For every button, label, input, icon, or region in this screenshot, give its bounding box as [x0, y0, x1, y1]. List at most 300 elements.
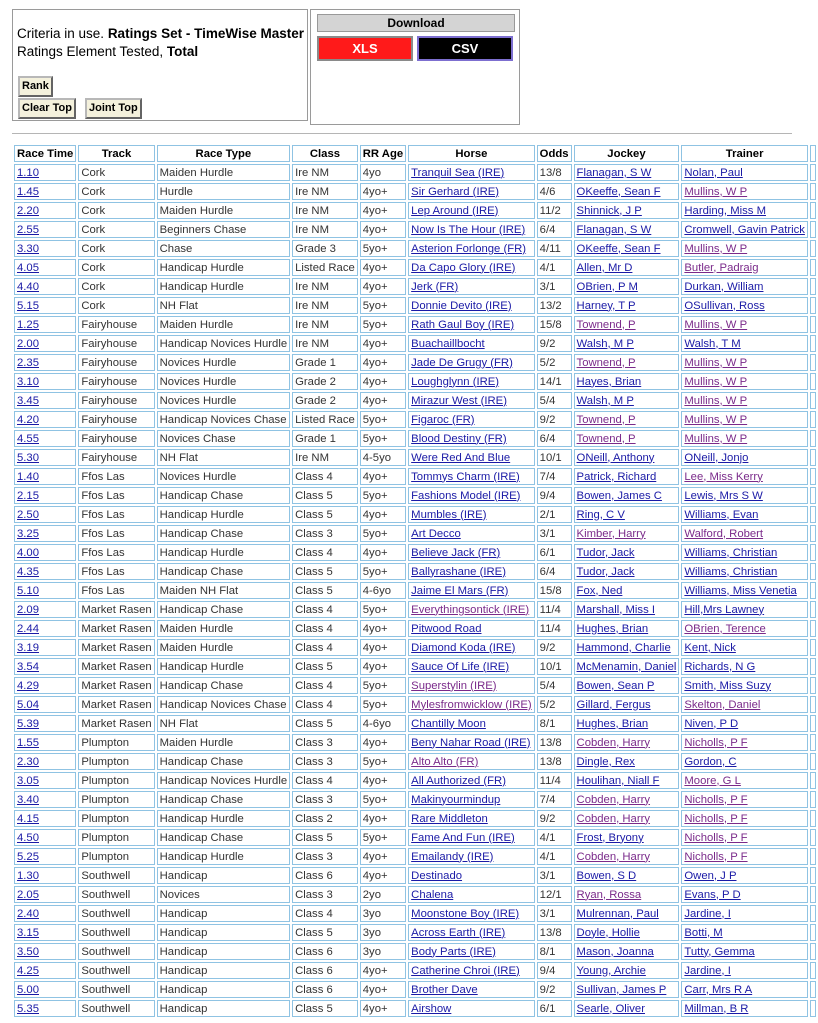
race-time-link[interactable]: 4.25: [17, 964, 39, 977]
jockey-link[interactable]: Cobden, Harry: [576, 812, 651, 825]
criteria-ratings-set: [17, 26, 304, 41]
race-time-link[interactable]: 5.35: [17, 1002, 39, 1015]
race-time-cell: [14, 639, 76, 656]
horse-link[interactable]: Diamond Koda (IRE): [411, 641, 516, 654]
odds-cell: 13/8: [537, 753, 572, 770]
trainer-link[interactable]: Harding, Miss M: [684, 204, 766, 217]
horse-link[interactable]: Chantilly Moon: [411, 717, 486, 730]
track-cell: Ffos Las: [78, 468, 154, 485]
criteria-panel: [12, 9, 308, 121]
jockey-link[interactable]: Searle, Oliver: [576, 1002, 645, 1015]
trainer-link[interactable]: Williams, Christian: [684, 565, 778, 578]
race-time-link[interactable]: 5.15: [17, 299, 39, 312]
trainer-link[interactable]: Walford, Robert: [684, 527, 764, 540]
horse-cell: [408, 221, 535, 238]
race-time-link[interactable]: 1.40: [17, 470, 39, 483]
horse-cell: [408, 620, 535, 637]
race-time-cell: [14, 582, 76, 599]
race-time-cell: [14, 696, 76, 713]
jockey-link[interactable]: Townend, P: [576, 318, 636, 331]
jockey-link[interactable]: Mason, Joanna: [576, 945, 654, 958]
table-row: [14, 221, 816, 238]
race-time-link[interactable]: 3.25: [17, 527, 39, 540]
horse-cell: [408, 601, 535, 618]
class-cell: Listed Race: [292, 411, 358, 428]
jockey-link[interactable]: Townend, P: [576, 356, 636, 369]
trainer-link[interactable]: ONeill, Jonjo: [684, 451, 749, 464]
overflow-cell: [810, 981, 816, 998]
horse-link[interactable]: Donnie Devito (IRE): [411, 299, 512, 312]
rr-age-cell: 4-6yo: [360, 715, 406, 732]
xls-download-button[interactable]: XLS: [317, 36, 413, 61]
jockey-link[interactable]: Allen, Mr D: [576, 261, 633, 274]
track-cell: Southwell: [78, 867, 154, 884]
jockey-link[interactable]: Cobden, Harry: [576, 736, 651, 749]
horse-link[interactable]: Rare Middleton: [411, 812, 488, 825]
horse-link[interactable]: Jaime El Mars (FR): [411, 584, 509, 597]
jockey-link[interactable]: Patrick, Richard: [576, 470, 657, 483]
race-time-cell: [14, 715, 76, 732]
odds-cell: 4/11: [537, 240, 572, 257]
race-time-link[interactable]: 5.30: [17, 451, 39, 464]
trainer-link[interactable]: Moore, G L: [684, 774, 741, 787]
trainer-link[interactable]: Hill,Mrs Lawney: [684, 603, 765, 616]
race-time-link[interactable]: 4.15: [17, 812, 39, 825]
race-time-link[interactable]: 2.09: [17, 603, 39, 616]
jockey-link[interactable]: Kimber, Harry: [576, 527, 646, 540]
horse-cell: [408, 449, 535, 466]
trainer-link[interactable]: Tutty, Gemma: [684, 945, 755, 958]
jockey-link[interactable]: Hughes, Brian: [576, 717, 649, 730]
race-time-link[interactable]: 4.35: [17, 565, 39, 578]
rr-age-cell: 5yo+: [360, 411, 406, 428]
horse-link[interactable]: Mylesfromwicklow (IRE): [411, 698, 532, 711]
track-cell: Ffos Las: [78, 544, 154, 561]
jockey-cell: [574, 601, 680, 618]
jockey-link[interactable]: OKeeffe, Sean F: [576, 242, 661, 255]
race-type-cell: NH Flat: [157, 449, 290, 466]
rr-age-cell: 4yo+: [360, 354, 406, 371]
trainer-link[interactable]: Millman, B R: [684, 1002, 749, 1015]
trainer-link[interactable]: Richards, N G: [684, 660, 756, 673]
trainer-link[interactable]: Nicholls, P F: [684, 793, 748, 806]
trainer-cell: [681, 411, 808, 428]
race-time-link[interactable]: 5.39: [17, 717, 39, 730]
race-time-cell: [14, 354, 76, 371]
horse-link[interactable]: Loughglynn (IRE): [411, 375, 500, 388]
horse-cell: [408, 582, 535, 599]
trainer-cell: [681, 183, 808, 200]
trainer-link[interactable]: Nicholls, P F: [684, 812, 748, 825]
trainer-link[interactable]: Skelton, Daniel: [684, 698, 761, 711]
trainer-link[interactable]: Niven, P D: [684, 717, 739, 730]
overflow-cell: [810, 905, 816, 922]
trainer-cell: [681, 867, 808, 884]
horse-link[interactable]: Alto Alto (FR): [411, 755, 479, 768]
jockey-link[interactable]: Tudor, Jack: [576, 546, 635, 559]
race-time-link[interactable]: 3.40: [17, 793, 39, 806]
race-time-cell: [14, 962, 76, 979]
race-time-link[interactable]: 4.55: [17, 432, 39, 445]
odds-cell: 3/1: [537, 525, 572, 542]
race-time-link[interactable]: 4.29: [17, 679, 39, 692]
jockey-link[interactable]: Hammond, Charlie: [576, 641, 671, 654]
header-track: Track: [78, 145, 154, 162]
jockey-cell: [574, 677, 680, 694]
overflow-cell: [810, 544, 816, 561]
horse-cell: [408, 867, 535, 884]
race-time-cell: [14, 449, 76, 466]
race-time-link[interactable]: 4.50: [17, 831, 39, 844]
table-row: [14, 1000, 816, 1017]
track-cell: Market Rasen: [78, 639, 154, 656]
overflow-cell: [810, 240, 816, 257]
jockey-link[interactable]: ONeill, Anthony: [576, 451, 655, 464]
clear-top-button[interactable]: Clear Top: [18, 98, 76, 119]
jockey-link[interactable]: OBrien, P M: [576, 280, 638, 293]
criteria-element: [17, 44, 198, 59]
odds-cell: 6/1: [537, 1000, 572, 1017]
horse-link[interactable]: Sauce Of Life (IRE): [411, 660, 510, 673]
race-time-link[interactable]: 2.55: [17, 223, 39, 236]
trainer-link[interactable]: Mullins, W P: [684, 242, 748, 255]
trainer-link[interactable]: Nicholls, P F: [684, 736, 748, 749]
horse-link[interactable]: Chalena: [411, 888, 454, 901]
horse-link[interactable]: Fame And Fun (IRE): [411, 831, 515, 844]
horse-link[interactable]: Blood Destiny (FR): [411, 432, 507, 445]
overflow-cell: [810, 943, 816, 960]
trainer-cell: [681, 487, 808, 504]
race-time-link[interactable]: 2.05: [17, 888, 39, 901]
horse-link[interactable]: All Authorized (FR): [411, 774, 506, 787]
trainer-link[interactable]: Kent, Nick: [684, 641, 736, 654]
rr-age-cell: 4yo+: [360, 278, 406, 295]
rank-button[interactable]: Rank: [18, 76, 53, 97]
horse-link[interactable]: Art Decco: [411, 527, 461, 540]
track-cell: Fairyhouse: [78, 411, 154, 428]
track-cell: Market Rasen: [78, 696, 154, 713]
jockey-link[interactable]: OKeeffe, Sean F: [576, 185, 661, 198]
race-time-link[interactable]: 2.50: [17, 508, 39, 521]
horse-link[interactable]: Destinado: [411, 869, 463, 882]
horse-link[interactable]: Ballyrashane (IRE): [411, 565, 506, 578]
horse-link[interactable]: Sir Gerhard (IRE): [411, 185, 500, 198]
horse-link[interactable]: Were Red And Blue: [411, 451, 511, 464]
rr-age-cell: 5yo+: [360, 525, 406, 542]
trainer-link[interactable]: Williams, Evan: [684, 508, 759, 521]
race-time-link[interactable]: 4.20: [17, 413, 39, 426]
header-trainer: Trainer: [681, 145, 808, 162]
race-time-link[interactable]: 3.05: [17, 774, 39, 787]
trainer-link[interactable]: Mullins, W P: [684, 432, 748, 445]
header-race-time: Race Time: [14, 145, 76, 162]
race-time-link[interactable]: 4.05: [17, 261, 39, 274]
race-time-cell: [14, 753, 76, 770]
jockey-link[interactable]: Dingle, Rex: [576, 755, 635, 768]
jockey-link[interactable]: Hayes, Brian: [576, 375, 642, 388]
trainer-link[interactable]: Mullins, W P: [684, 375, 748, 388]
horse-link[interactable]: Fashions Model (IRE): [411, 489, 521, 502]
race-time-link[interactable]: 1.30: [17, 869, 39, 882]
horse-link[interactable]: Da Capo Glory (IRE): [411, 261, 516, 274]
horse-link[interactable]: Catherine Chroi (IRE): [411, 964, 520, 977]
race-time-cell: [14, 259, 76, 276]
table-row: [14, 335, 816, 352]
track-cell: Cork: [78, 202, 154, 219]
race-time-cell: [14, 601, 76, 618]
trainer-link[interactable]: Walsh, T M: [684, 337, 741, 350]
race-type-cell: Maiden Hurdle: [157, 639, 290, 656]
jockey-link[interactable]: Cobden, Harry: [576, 793, 651, 806]
jockey-link[interactable]: McMenamin, Daniel: [576, 660, 677, 673]
race-time-link[interactable]: 3.50: [17, 945, 39, 958]
horse-link[interactable]: Airshow: [411, 1002, 452, 1015]
csv-download-button[interactable]: CSV: [417, 36, 513, 61]
joint-top-button[interactable]: Joint Top: [85, 98, 142, 119]
track-cell: Plumpton: [78, 791, 154, 808]
trainer-link[interactable]: Mullins, W P: [684, 318, 748, 331]
race-time-link[interactable]: 2.30: [17, 755, 39, 768]
track-cell: Plumpton: [78, 772, 154, 789]
horse-cell: [408, 468, 535, 485]
jockey-link[interactable]: Houlihan, Niall F: [576, 774, 660, 787]
horse-link[interactable]: Lep Around (IRE): [411, 204, 499, 217]
track-cell: Ffos Las: [78, 525, 154, 542]
trainer-link[interactable]: Smith, Miss Suzy: [684, 679, 771, 692]
trainer-link[interactable]: Lee, Miss Kerry: [684, 470, 763, 483]
jockey-link[interactable]: Ryan, Rossa: [576, 888, 642, 901]
rr-age-cell: 4yo: [360, 164, 406, 181]
jockey-link[interactable]: Bowen, James C: [576, 489, 662, 502]
table-row: [14, 202, 816, 219]
trainer-link[interactable]: Nicholls, P F: [684, 850, 748, 863]
trainer-link[interactable]: Botti, M: [684, 926, 723, 939]
jockey-link[interactable]: Young, Archie: [576, 964, 646, 977]
horse-link[interactable]: Superstylin (IRE): [411, 679, 497, 692]
overflow-cell: [810, 715, 816, 732]
trainer-link[interactable]: OBrien, Terence: [684, 622, 766, 635]
horse-cell: [408, 259, 535, 276]
table-row: [14, 582, 816, 599]
horse-link[interactable]: Rath Gaul Boy (IRE): [411, 318, 515, 331]
race-time-link[interactable]: 3.19: [17, 641, 39, 654]
race-time-link[interactable]: 3.10: [17, 375, 39, 388]
odds-cell: 4/1: [537, 259, 572, 276]
race-time-link[interactable]: 2.44: [17, 622, 39, 635]
race-type-cell: NH Flat: [157, 297, 290, 314]
race-time-cell: [14, 278, 76, 295]
divider: [12, 133, 792, 134]
rr-age-cell: 5yo+: [360, 430, 406, 447]
horse-link[interactable]: Makinyourmindup: [411, 793, 501, 806]
table-row: [14, 924, 816, 941]
race-time-link[interactable]: 1.45: [17, 185, 39, 198]
trainer-cell: [681, 658, 808, 675]
race-time-link[interactable]: 2.00: [17, 337, 39, 350]
overflow-cell: [810, 867, 816, 884]
horse-link[interactable]: Jerk (FR): [411, 280, 459, 293]
trainer-cell: [681, 1000, 808, 1017]
trainer-link[interactable]: Jardine, I: [684, 907, 731, 920]
jockey-cell: [574, 183, 680, 200]
rr-age-cell: 4yo+: [360, 867, 406, 884]
jockey-link[interactable]: Gillard, Fergus: [576, 698, 651, 711]
race-time-cell: [14, 886, 76, 903]
race-time-cell: [14, 430, 76, 447]
race-time-link[interactable]: 2.15: [17, 489, 39, 502]
horse-link[interactable]: Beny Nahar Road (IRE): [411, 736, 531, 749]
horse-link[interactable]: Across Earth (IRE): [411, 926, 506, 939]
odds-cell: 10/1: [537, 658, 572, 675]
track-cell: Ffos Las: [78, 582, 154, 599]
odds-cell: 5/4: [537, 677, 572, 694]
jockey-link[interactable]: Mulrennan, Paul: [576, 907, 659, 920]
race-time-link[interactable]: 2.35: [17, 356, 39, 369]
trainer-link[interactable]: Gordon, C: [684, 755, 737, 768]
rr-age-cell: 4yo+: [360, 639, 406, 656]
horse-link[interactable]: Mirazur West (IRE): [411, 394, 507, 407]
trainer-link[interactable]: Williams, Christian: [684, 546, 778, 559]
odds-cell: 12/1: [537, 886, 572, 903]
table-row: [14, 278, 816, 295]
race-time-link[interactable]: 2.20: [17, 204, 39, 217]
horse-link[interactable]: Now Is The Hour (IRE): [411, 223, 526, 236]
trainer-link[interactable]: Evans, P D: [684, 888, 741, 901]
jockey-link[interactable]: Walsh, M P: [576, 394, 634, 407]
jockey-link[interactable]: Cobden, Harry: [576, 850, 651, 863]
trainer-cell: [681, 791, 808, 808]
overflow-cell: [810, 316, 816, 333]
trainer-cell: [681, 316, 808, 333]
race-time-cell: [14, 392, 76, 409]
horse-link[interactable]: Body Parts (IRE): [411, 945, 496, 958]
trainer-link[interactable]: Williams, Miss Venetia: [684, 584, 797, 597]
jockey-link[interactable]: Walsh, M P: [576, 337, 634, 350]
race-time-cell: [14, 544, 76, 561]
trainer-link[interactable]: Cromwell, Gavin Patrick: [684, 223, 805, 236]
jockey-link[interactable]: Bowen, Sean P: [576, 679, 655, 692]
horse-link[interactable]: Figaroc (FR): [411, 413, 475, 426]
overflow-cell: [810, 753, 816, 770]
trainer-link[interactable]: Butler, Padraig: [684, 261, 759, 274]
jockey-link[interactable]: Doyle, Hollie: [576, 926, 640, 939]
jockey-link[interactable]: Shinnick, J P: [576, 204, 642, 217]
class-cell: Class 4: [292, 677, 358, 694]
jockey-link[interactable]: Bowen, S D: [576, 869, 637, 882]
horse-link[interactable]: Believe Jack (FR): [411, 546, 501, 559]
track-cell: Market Rasen: [78, 658, 154, 675]
jockey-link[interactable]: Marshall, Miss I: [576, 603, 656, 616]
horse-link[interactable]: Brother Dave: [411, 983, 478, 996]
class-cell: Class 5: [292, 924, 358, 941]
race-time-link[interactable]: 5.25: [17, 850, 39, 863]
horse-cell: [408, 278, 535, 295]
header-jockey: Jockey: [574, 145, 680, 162]
horse-link[interactable]: Pitwood Road: [411, 622, 482, 635]
trainer-link[interactable]: Mullins, W P: [684, 413, 748, 426]
horse-link[interactable]: Asterion Forlonge (FR): [411, 242, 527, 255]
horse-cell: [408, 734, 535, 751]
trainer-link[interactable]: Mullins, W P: [684, 394, 748, 407]
race-time-link[interactable]: 1.55: [17, 736, 39, 749]
race-time-link[interactable]: 5.04: [17, 698, 39, 711]
horse-link[interactable]: Tranquil Sea (IRE): [411, 166, 505, 179]
race-results-table: [12, 143, 818, 1019]
jockey-link[interactable]: Ring, C V: [576, 508, 625, 521]
race-time-link[interactable]: 3.45: [17, 394, 39, 407]
jockey-link[interactable]: Townend, P: [576, 432, 636, 445]
track-cell: Ffos Las: [78, 563, 154, 580]
jockey-cell: [574, 696, 680, 713]
jockey-cell: [574, 753, 680, 770]
trainer-link[interactable]: Lewis, Mrs S W: [684, 489, 763, 502]
track-cell: Fairyhouse: [78, 354, 154, 371]
race-time-link[interactable]: 1.10: [17, 166, 39, 179]
horse-link[interactable]: Everythingsontick (IRE): [411, 603, 530, 616]
horse-link[interactable]: Mumbles (IRE): [411, 508, 487, 521]
jockey-link[interactable]: Flanagan, S W: [576, 223, 652, 236]
trainer-link[interactable]: Nolan, Paul: [684, 166, 743, 179]
jockey-link[interactable]: Flanagan, S W: [576, 166, 652, 179]
trainer-link[interactable]: Nicholls, P F: [684, 831, 748, 844]
race-time-cell: [14, 620, 76, 637]
race-time-link[interactable]: 3.54: [17, 660, 39, 673]
race-time-link[interactable]: 3.15: [17, 926, 39, 939]
trainer-link[interactable]: Jardine, I: [684, 964, 731, 977]
trainer-link[interactable]: Carr, Mrs R A: [684, 983, 753, 996]
horse-link[interactable]: Buachaillbocht: [411, 337, 485, 350]
jockey-cell: [574, 449, 680, 466]
race-time-link[interactable]: 5.10: [17, 584, 39, 597]
trainer-link[interactable]: Mullins, W P: [684, 185, 748, 198]
jockey-link[interactable]: Townend, P: [576, 413, 636, 426]
rr-age-cell: 4yo+: [360, 772, 406, 789]
horse-link[interactable]: Emailandy (IRE): [411, 850, 494, 863]
trainer-link[interactable]: OSullivan, Ross: [684, 299, 765, 312]
race-time-cell: [14, 810, 76, 827]
horse-link[interactable]: Moonstone Boy (IRE): [411, 907, 520, 920]
horse-cell: [408, 525, 535, 542]
race-time-link[interactable]: 1.25: [17, 318, 39, 331]
jockey-link[interactable]: Harney, T P: [576, 299, 636, 312]
jockey-link[interactable]: Fox, Ned: [576, 584, 623, 597]
jockey-link[interactable]: Tudor, Jack: [576, 565, 635, 578]
horse-link[interactable]: Tommys Charm (IRE): [411, 470, 520, 483]
class-cell: Class 4: [292, 639, 358, 656]
track-cell: Southwell: [78, 981, 154, 998]
jockey-link[interactable]: Frost, Bryony: [576, 831, 644, 844]
odds-cell: 4/1: [537, 848, 572, 865]
overflow-cell: [810, 677, 816, 694]
race-time-cell: [14, 487, 76, 504]
jockey-link[interactable]: Sullivan, James P: [576, 983, 667, 996]
rr-age-cell: 3yo: [360, 943, 406, 960]
race-time-link[interactable]: 4.40: [17, 280, 39, 293]
trainer-link[interactable]: Owen, J P: [684, 869, 737, 882]
trainer-link[interactable]: Mullins, W P: [684, 356, 748, 369]
table-row: [14, 449, 816, 466]
jockey-link[interactable]: Hughes, Brian: [576, 622, 649, 635]
overflow-cell: [810, 810, 816, 827]
trainer-link[interactable]: Durkan, William: [684, 280, 764, 293]
race-time-link[interactable]: 3.30: [17, 242, 39, 255]
race-time-link[interactable]: 5.00: [17, 983, 39, 996]
horse-link[interactable]: Jade De Grugy (FR): [411, 356, 513, 369]
race-type-cell: Maiden Hurdle: [157, 620, 290, 637]
race-time-link[interactable]: 2.40: [17, 907, 39, 920]
rr-age-cell: 4yo+: [360, 620, 406, 637]
race-time-link[interactable]: 4.00: [17, 546, 39, 559]
